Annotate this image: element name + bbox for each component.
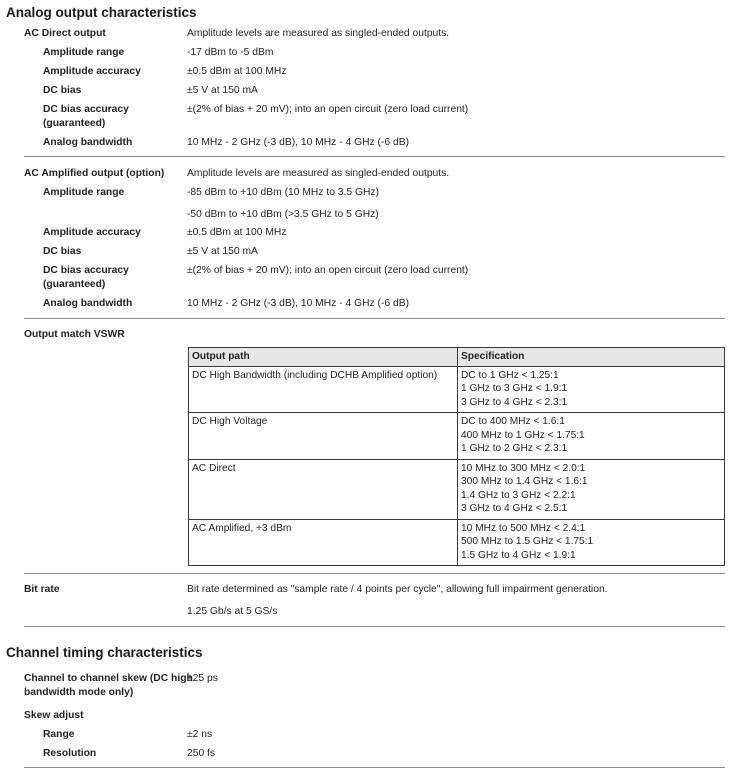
table-row xyxy=(189,413,725,460)
bit-rate-label: Bit rate xyxy=(24,584,60,595)
table-row xyxy=(189,459,725,519)
ac-amplified-dc-bias-accuracy-value: ±(2% of bias + 20 mV); into an open circuit (zero load current) xyxy=(187,265,469,276)
ac-direct-bandwidth-value: 10 MHz - 2 GHz (-3 dB), 10 MHz - 4 GHz (-6 dB) xyxy=(187,137,409,148)
skew-range-value: ±2 ns xyxy=(187,729,213,740)
label-line: DC bias accuracy xyxy=(43,265,129,276)
bit-rate-value-2: 1.25 Gb/s at 5 GS/s xyxy=(187,606,278,617)
vswr-label: Output match VSWR xyxy=(24,329,125,340)
ac-amplified-dc-bias-value: ±5 V at 150 mA xyxy=(187,246,258,257)
label-line: (guaranteed) xyxy=(43,118,106,129)
spec-line: 1.5 GHz to 4 GHz < 1.9:1 xyxy=(461,549,576,561)
ac-amplified-bandwidth-value: 10 MHz - 2 GHz (-3 dB), 10 MHz - 4 GHz (-6 dB) xyxy=(187,298,409,309)
ac-direct-dc-bias-accuracy-label xyxy=(43,103,129,131)
label-line: (guaranteed) xyxy=(43,279,106,290)
ac-amplified-dc-bias-label: DC bias xyxy=(43,246,82,257)
divider xyxy=(24,318,725,319)
section-heading-timing: Channel timing characteristics xyxy=(6,645,203,660)
ac-amplified-amp-accuracy-label: Amplitude accuracy xyxy=(43,227,141,238)
label-line: bandwidth mode only) xyxy=(24,687,134,698)
ac-direct-amp-accuracy-value: ±0.5 dBm at 100 MHz xyxy=(187,66,287,77)
skew-resolution-value: 250 fs xyxy=(187,748,216,759)
output-path-cell: AC Direct xyxy=(189,459,458,519)
bit-rate-value-1: Bit rate determined as "sample rate / 4 points per cycle", allowing full impairment generation. xyxy=(187,584,608,595)
specification-cell xyxy=(458,366,725,413)
spec-line: 1 GHz to 3 GHz < 1.9:1 xyxy=(461,383,568,394)
ac-amplified-amp-range-label: Amplitude range xyxy=(43,187,125,198)
skew-resolution-label: Resolution xyxy=(43,748,97,759)
output-path-cell: AC Amplified, +3 dBm xyxy=(189,519,458,566)
spec-line: 300 MHz to 1.4 GHz < 1.6:1 xyxy=(461,476,588,487)
ac-direct-amp-range-label: Amplitude range xyxy=(43,47,125,58)
channel-skew-value: ±25 ps xyxy=(187,673,218,684)
ac-direct-bandwidth-label: Analog bandwidth xyxy=(43,137,133,148)
specification-cell xyxy=(458,459,725,519)
section-heading-analog: Analog output characteristics xyxy=(6,5,197,20)
spec-line: DC to 400 MHz < 1.6:1 xyxy=(461,416,565,427)
specification-cell xyxy=(458,519,725,566)
ac-direct-dc-bias-value: ±5 V at 150 mA xyxy=(187,85,258,96)
table-header-row xyxy=(189,348,725,367)
spec-line: 10 MHz to 500 MHz < 2.4:1 xyxy=(461,522,586,534)
spec-line: 1 GHz to 2 GHz < 2.3:1 xyxy=(461,443,568,454)
spec-line: 3 GHz to 4 GHz < 2.3:1 xyxy=(461,396,568,408)
ac-amplified-note: Amplitude levels are measured as singled-ended outputs. xyxy=(187,168,450,179)
column-header-specification: Specification xyxy=(458,348,725,367)
divider xyxy=(24,156,725,157)
spec-line: 10 MHz to 300 MHz < 2.0:1 xyxy=(461,462,586,474)
ac-amplified-label: AC Amplified output (option) xyxy=(24,168,165,179)
ac-amplified-amp-range-value-2: -50 dBm to +10 dBm (>3.5 GHz to 5 GHz) xyxy=(187,209,379,220)
table-row xyxy=(189,366,725,413)
divider xyxy=(24,626,725,627)
output-path-cell: DC High Voltage xyxy=(189,413,458,460)
ac-direct-amp-range-value: -17 dBm to -5 dBm xyxy=(187,47,274,58)
ac-direct-dc-bias-accuracy-value: ±(2% of bias + 20 mV); into an open circuit (zero load current) xyxy=(187,104,469,115)
skew-adjust-label: Skew adjust xyxy=(24,710,84,721)
label-line: DC bias accuracy xyxy=(43,104,129,115)
spec-line: 500 MHz to 1.5 GHz < 1.75:1 xyxy=(461,536,594,547)
output-path-cell: DC High Bandwidth (including DCHB Amplified option) xyxy=(189,366,458,413)
spec-line: DC to 1 GHz < 1.25:1 xyxy=(461,369,559,381)
column-header-output-path: Output path xyxy=(189,348,458,367)
label-line: Channel to channel skew (DC high xyxy=(24,673,193,684)
divider xyxy=(24,573,725,574)
spec-line: 400 MHz to 1 GHz < 1.75:1 xyxy=(461,429,585,441)
ac-amplified-bandwidth-label: Analog bandwidth xyxy=(43,298,133,309)
spec-line: 1.4 GHz to 3 GHz < 2.2:1 xyxy=(461,489,576,501)
vswr-table xyxy=(188,347,725,566)
ac-direct-label: AC Direct output xyxy=(24,28,106,39)
ac-amplified-dc-bias-accuracy-label xyxy=(43,264,129,292)
ac-direct-amp-accuracy-label: Amplitude accuracy xyxy=(43,66,141,77)
table-row xyxy=(189,519,725,566)
spec-line: 3 GHz to 4 GHz < 2.5:1 xyxy=(461,503,568,514)
specification-cell xyxy=(458,413,725,460)
ac-amplified-amp-accuracy-value: ±0.5 dBm at 100 MHz xyxy=(187,227,287,238)
divider xyxy=(24,767,725,768)
ac-direct-note: Amplitude levels are measured as singled-ended outputs. xyxy=(187,28,450,39)
skew-range-label: Range xyxy=(43,729,75,740)
ac-amplified-amp-range-value-1: -85 dBm to +10 dBm (10 MHz to 3.5 GHz) xyxy=(187,187,379,198)
channel-skew-label xyxy=(24,672,193,700)
ac-direct-dc-bias-label: DC bias xyxy=(43,85,82,96)
